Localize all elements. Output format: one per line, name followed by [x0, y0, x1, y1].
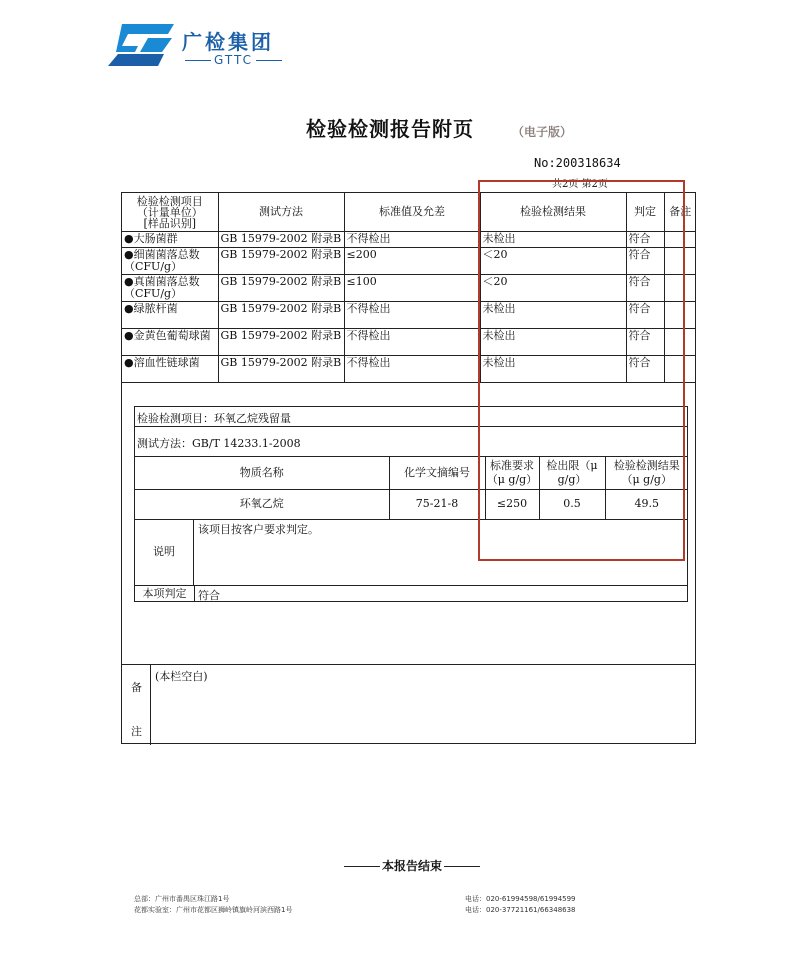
- footer-address-hq: 总部：广州市番禺区珠江路1号: [134, 895, 230, 903]
- report-end-line: 本报告结束: [342, 857, 482, 874]
- page-title: 检验检测报告附页: [306, 117, 474, 141]
- note-text: 该项目按客户要求判定。: [198, 523, 319, 536]
- sub-verdict-label: 本项判定: [135, 586, 195, 602]
- cell-standard: 不得检出: [344, 232, 480, 248]
- cell-method: GB 15979-2002 附录B: [218, 275, 344, 302]
- cell-requirement: ≤250: [485, 489, 539, 519]
- cell-item: ●绿脓杆菌: [122, 302, 218, 329]
- highlight-annotation-box: [478, 180, 685, 561]
- sub-test-method: 测试方法：GB/T 14233.1-2008: [135, 427, 687, 457]
- cell-standard: 不得检出: [344, 302, 480, 329]
- cell-verdict: 符合: [626, 356, 664, 383]
- cell-detection-limit: 0.5: [539, 489, 605, 519]
- cell-verdict: 符合: [626, 329, 664, 356]
- cell-method: GB 15979-2002 附录B: [218, 248, 344, 275]
- header-substance: 物质名称: [135, 457, 389, 489]
- header-method: 测试方法: [218, 193, 344, 232]
- report-number: No:200318634: [534, 156, 621, 170]
- cell-method: GB 15979-2002 附录B: [218, 232, 344, 248]
- header-standard: 标准值及允差: [344, 193, 480, 232]
- cell-result: 未检出: [480, 302, 626, 329]
- remarks-text: (本栏空白): [155, 670, 208, 683]
- logo-english-name: GTTC: [182, 53, 285, 67]
- cell-verdict: 符合: [626, 248, 664, 275]
- cell-standard: 不得检出: [344, 329, 480, 356]
- header-verdict: 判定: [626, 193, 664, 232]
- cell-verdict: 符合: [626, 275, 664, 302]
- header-requirement: 标准要求（μ g/g）: [485, 457, 539, 489]
- header-cas: 化学文摘编号: [389, 457, 485, 489]
- cell-result: ＜20: [480, 275, 626, 302]
- cell-item: ●大肠菌群: [122, 232, 218, 248]
- cell-standard: ≤100: [344, 275, 480, 302]
- header-result: 检验检测结果: [480, 193, 626, 232]
- cell-item: ●溶血性链球菌: [122, 356, 218, 383]
- page-indicator: 共2页 第2页: [552, 179, 608, 190]
- cell-sub-result: 49.5: [605, 489, 688, 519]
- remarks-label-top: 备: [131, 681, 142, 694]
- header-remark: 备注: [664, 193, 696, 232]
- header-item: 检验检测项目 （计量单位） [样品识别]: [122, 193, 218, 232]
- cell-standard: 不得检出: [344, 356, 480, 383]
- cell-verdict: 符合: [626, 232, 664, 248]
- logo-chinese-name: 广检集团: [182, 30, 274, 54]
- edition-label: （电子版）: [512, 125, 573, 139]
- cell-method: GB 15979-2002 附录B: [218, 302, 344, 329]
- cell-result: 未检出: [480, 232, 626, 248]
- footer-address-lab: 花都实验室：广州市花都区狮岭镇旗岭河滨西路1号: [134, 906, 293, 914]
- gttc-logo-icon: [108, 24, 174, 66]
- remarks-label: [122, 665, 151, 745]
- cell-item: ●真菌菌落总数（CFU/g）: [122, 275, 218, 302]
- header-detection-limit: 检出限（μ g/g）: [539, 457, 605, 489]
- sub-verdict-value: 符合: [198, 589, 220, 602]
- sub-test-item: 检验检测项目：环氧乙烷残留量: [135, 407, 687, 427]
- cell-standard: ≤200: [344, 248, 480, 275]
- company-logo: [108, 22, 308, 72]
- cell-item: ●金黄色葡萄球菌: [122, 329, 218, 356]
- cell-verdict: 符合: [626, 302, 664, 329]
- footer-phone-1: 电话：020-61994598/61994599: [465, 895, 576, 903]
- cell-result: 未检出: [480, 329, 626, 356]
- cell-result: 未检出: [480, 356, 626, 383]
- note-label: 说明: [135, 519, 194, 585]
- sub-verdict-row: [135, 585, 687, 602]
- cell-cas: 75-21-8: [389, 489, 485, 519]
- cell-substance: 环氧乙烷: [135, 489, 389, 519]
- footer-phone-2: 电话：020-37721161/66348638: [465, 906, 576, 914]
- cell-method: GB 15979-2002 附录B: [218, 329, 344, 356]
- cell-result: ＜20: [480, 248, 626, 275]
- remarks-section: [122, 664, 695, 745]
- header-sub-result: 检验检测结果（μ g/g）: [605, 457, 688, 489]
- remarks-label-bottom: 注: [131, 725, 142, 738]
- cell-item: ●细菌菌落总数（CFU/g）: [122, 248, 218, 275]
- cell-method: GB 15979-2002 附录B: [218, 356, 344, 383]
